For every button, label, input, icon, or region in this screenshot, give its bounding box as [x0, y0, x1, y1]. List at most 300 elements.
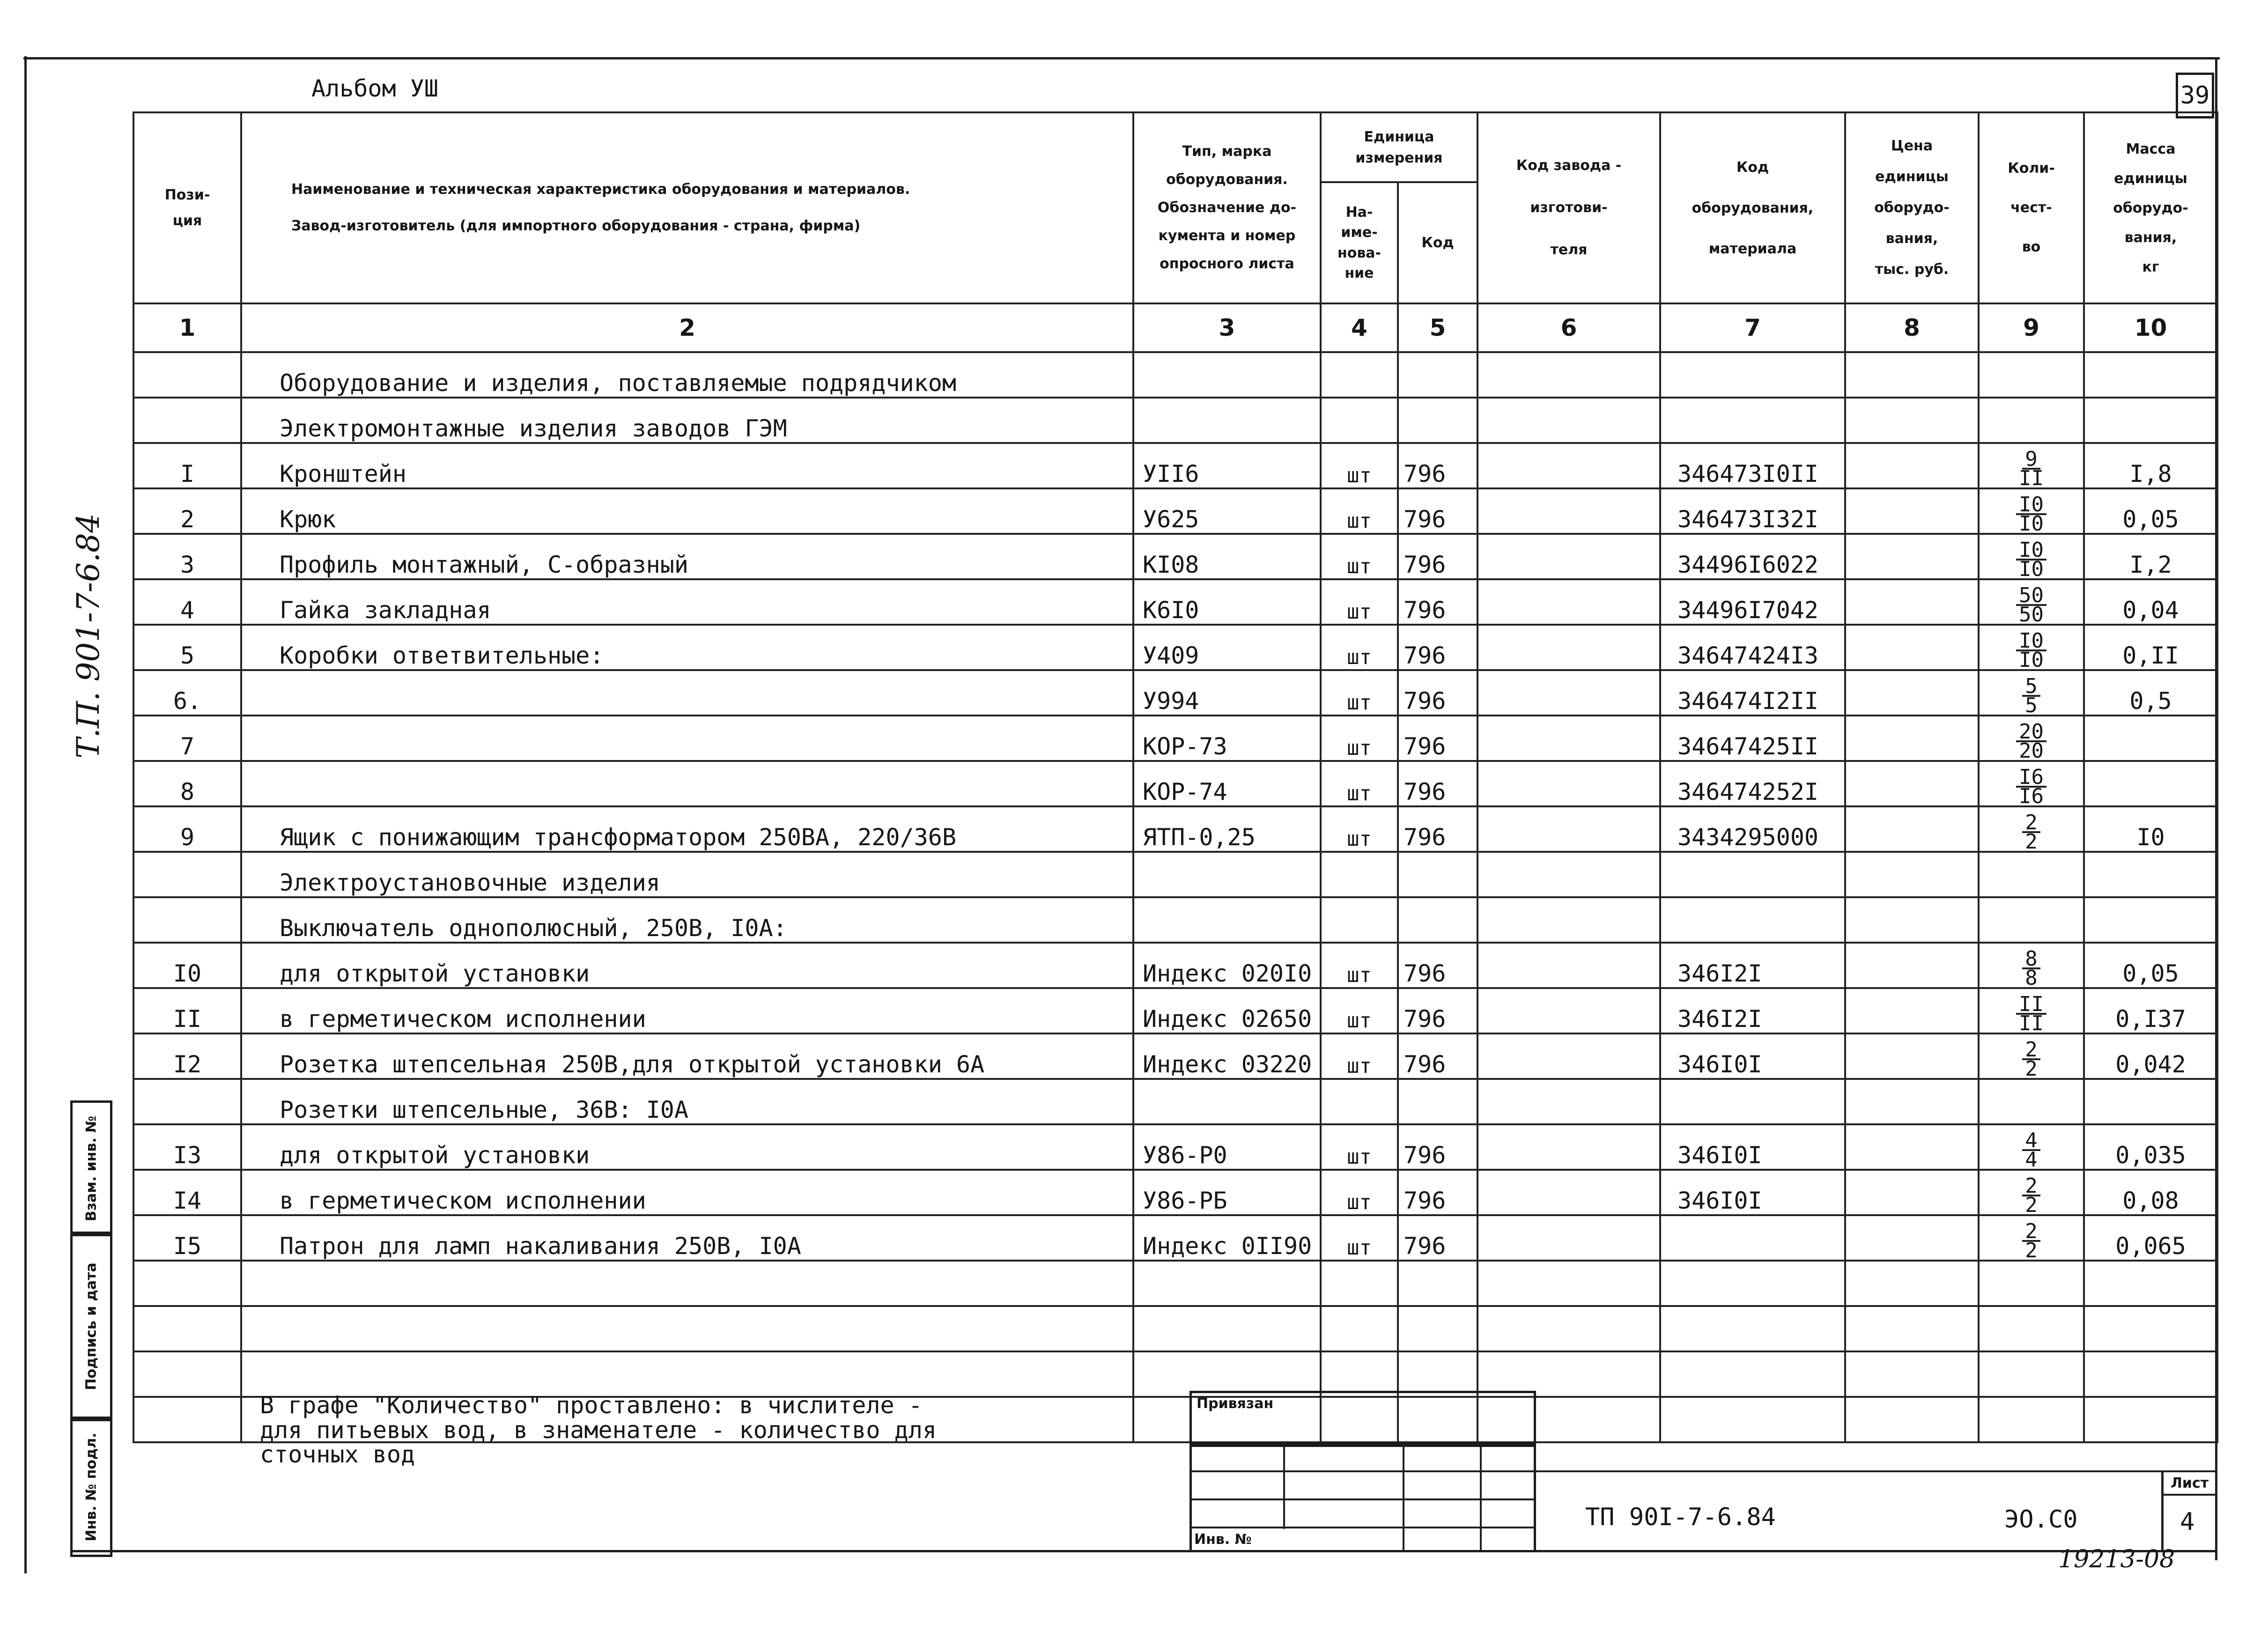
cell-mass — [2084, 852, 2217, 897]
cell-unit — [1321, 1351, 1398, 1397]
cell-plant-code — [1478, 443, 1660, 488]
cell-unit: шт — [1321, 579, 1398, 625]
cell-type — [1133, 852, 1321, 897]
cell-plant-code — [1478, 579, 1660, 625]
cell-price — [1845, 988, 1979, 1033]
quantity-numerator: I6 — [2016, 768, 2046, 788]
frame-top-line — [23, 57, 2220, 59]
cell-unit-code: 796 — [1398, 716, 1478, 761]
cell-price — [1845, 579, 1979, 625]
cell-position — [133, 852, 241, 897]
quantity-numerator: 2 — [2022, 1223, 2040, 1242]
cell-material-code: 346I0I — [1660, 1170, 1845, 1215]
cell-unit-code — [1398, 1351, 1478, 1397]
cell-position: 3 — [133, 534, 241, 579]
cell-position: I2 — [133, 1033, 241, 1079]
quantity-numerator: 20 — [2016, 723, 2046, 742]
cell-mass — [2084, 1397, 2217, 1442]
header-quantity: Коли- чест- во — [2008, 160, 2055, 255]
table-row — [133, 1261, 2217, 1306]
column-numbers-row — [133, 303, 2217, 352]
quantity-denominator: I0 — [2019, 648, 2044, 670]
cell-name — [241, 1351, 1133, 1397]
stamp-sheet-divider-h — [2161, 1494, 2217, 1496]
table-row — [133, 670, 2217, 716]
cell-unit — [1321, 398, 1398, 443]
frame-bottom-line — [70, 1550, 2217, 1552]
cell-mass: 0,042 — [2084, 1033, 2217, 1079]
stamp-grid-v2 — [1403, 1442, 1404, 1550]
cell-name: Патрон для ламп накаливания 250В, I0А — [241, 1215, 1133, 1261]
cell-unit: шт — [1321, 670, 1398, 716]
cell-material-code: 346473I32I — [1660, 488, 1845, 534]
quantity-fraction — [2022, 810, 2040, 852]
page-number: 39 — [2176, 73, 2214, 118]
cell-name: в герметическом исполнении — [241, 988, 1133, 1033]
cell-plant-code — [1478, 988, 1660, 1033]
cell-type: Индекс 0II90 — [1133, 1215, 1321, 1261]
cell-unit-code — [1398, 352, 1478, 398]
header-position: Пози- ция — [164, 186, 210, 229]
quantity-fraction — [2022, 1173, 2040, 1215]
header-price: Цена единицы оборудо- вания, тыс. руб. — [1874, 138, 1950, 278]
cell-type — [1133, 1079, 1321, 1124]
cell-price — [1845, 398, 1979, 443]
cell-type — [1133, 352, 1321, 398]
cell-name: Розетки штепсельные, 36В: I0А — [241, 1079, 1133, 1124]
cell-price — [1845, 1124, 1979, 1170]
cell-unit-code: 796 — [1398, 579, 1478, 625]
cell-unit-code — [1398, 852, 1478, 897]
cell-material-code: 3434295000 — [1660, 806, 1845, 852]
cell-price — [1845, 716, 1979, 761]
cell-type — [1133, 1261, 1321, 1306]
cell-quantity — [1979, 852, 2084, 897]
quantity-fraction — [2016, 765, 2046, 806]
cell-quantity — [1979, 443, 2084, 488]
stamp-sheet-code: ЭО.С0 — [2004, 1506, 2078, 1534]
cell-plant-code — [1478, 943, 1660, 988]
cell-unit: шт — [1321, 488, 1398, 534]
cell-unit-code — [1398, 1079, 1478, 1124]
quantity-denominator: I0 — [2019, 512, 2044, 534]
cell-mass: 0,I37 — [2084, 988, 2217, 1033]
cell-unit-code: 796 — [1398, 761, 1478, 806]
cell-mass: 0,II — [2084, 625, 2217, 670]
side-label-podpis-wrap — [70, 1232, 112, 1421]
cell-type: У86-РБ — [1133, 1170, 1321, 1215]
table-row — [133, 761, 2217, 806]
cell-price — [1845, 534, 1979, 579]
cell-quantity — [1979, 1306, 2084, 1351]
cell-type: КОР-73 — [1133, 716, 1321, 761]
quantity-denominator: I6 — [2019, 784, 2044, 806]
cell-name: Электроустановочные изделия — [241, 852, 1133, 897]
cell-material-code — [1660, 1261, 1845, 1306]
cell-plant-code — [1478, 1170, 1660, 1215]
cell-type — [1133, 1306, 1321, 1351]
quantity-denominator: 2 — [2025, 830, 2038, 852]
cell-type: Индекс 03220 — [1133, 1033, 1321, 1079]
cell-plant-code — [1478, 625, 1660, 670]
stamp-grid-h3 — [1189, 1527, 1534, 1528]
cell-name: Выключатель однополюсный, 250В, I0А: — [241, 897, 1133, 943]
cell-unit: шт — [1321, 761, 1398, 806]
stamp-linked-label: Привязан — [1197, 1395, 1274, 1412]
stamp-sheet-label: Лист — [2171, 1475, 2209, 1491]
cell-unit-code: 796 — [1398, 1033, 1478, 1079]
cell-quantity — [1979, 1124, 2084, 1170]
header-unit: Единица измерения — [1355, 128, 1443, 166]
cell-quantity — [1979, 1215, 2084, 1261]
quantity-numerator: 8 — [2022, 950, 2040, 969]
quantity-denominator: 2 — [2025, 1057, 2038, 1079]
cell-price — [1845, 1306, 1979, 1351]
cell-type — [1133, 1351, 1321, 1397]
colnum-1: 1 — [133, 303, 241, 352]
table-row — [133, 897, 2217, 943]
cell-name: Кронштейн — [241, 443, 1133, 488]
cell-unit: шт — [1321, 806, 1398, 852]
cell-position — [133, 398, 241, 443]
cell-plant-code — [1478, 852, 1660, 897]
cell-name: в герметическом исполнении — [241, 1170, 1133, 1215]
cell-material-code: 346474252I — [1660, 761, 1845, 806]
table-row — [133, 1170, 2217, 1215]
header-name-line2: Завод-изготовитель (для импортного оборудования - страна, фирма) — [291, 218, 861, 234]
cell-quantity — [1979, 761, 2084, 806]
colnum-8: 8 — [1845, 303, 1979, 352]
cell-name: Гайка закладная — [241, 579, 1133, 625]
quantity-numerator: 4 — [2022, 1132, 2040, 1151]
cell-name — [241, 1261, 1133, 1306]
cell-material-code — [1660, 897, 1845, 943]
stamp-grid-v1 — [1283, 1442, 1285, 1529]
table-row — [133, 1306, 2217, 1351]
cell-unit-code — [1398, 1261, 1478, 1306]
cell-position: I4 — [133, 1170, 241, 1215]
cell-unit: шт — [1321, 1215, 1398, 1261]
cell-unit-code: 796 — [1398, 1170, 1478, 1215]
quantity-denominator: I0 — [2019, 557, 2044, 579]
cell-material-code — [1660, 1397, 1845, 1442]
cell-price — [1845, 1215, 1979, 1261]
table-row — [133, 1215, 2217, 1261]
cell-position — [133, 352, 241, 398]
cell-unit: шт — [1321, 625, 1398, 670]
cell-position — [133, 1261, 241, 1306]
table-row — [133, 943, 2217, 988]
cell-position: 2 — [133, 488, 241, 534]
cell-unit-code: 796 — [1398, 670, 1478, 716]
cell-material-code — [1660, 1306, 1845, 1351]
cell-mass: 0,065 — [2084, 1215, 2217, 1261]
cell-mass — [2084, 398, 2217, 443]
cell-price — [1845, 897, 1979, 943]
table-body — [133, 352, 2217, 1442]
cell-unit-code: 796 — [1398, 488, 1478, 534]
archive-number: 19213-08 — [2058, 1545, 2175, 1573]
cell-mass — [2084, 761, 2217, 806]
cell-price — [1845, 488, 1979, 534]
cell-material-code: 346I2I — [1660, 988, 1845, 1033]
cell-quantity — [1979, 488, 2084, 534]
cell-material-code: 346I2I — [1660, 943, 1845, 988]
cell-type: У409 — [1133, 625, 1321, 670]
cell-name: Коробки ответвительные: — [241, 625, 1133, 670]
cell-plant-code — [1478, 488, 1660, 534]
table-row — [133, 852, 2217, 897]
cell-type: КI08 — [1133, 534, 1321, 579]
quantity-numerator: I0 — [2016, 496, 2046, 515]
quantity-denominator: 8 — [2025, 966, 2038, 988]
cell-type: Индекс 02650 — [1133, 988, 1321, 1033]
quantity-numerator: 2 — [2022, 1177, 2040, 1196]
cell-material-code — [1660, 1351, 1845, 1397]
album-label: Альбом УШ — [311, 75, 438, 102]
cell-mass: I,2 — [2084, 534, 2217, 579]
cell-position — [133, 1397, 241, 1442]
cell-name — [241, 761, 1133, 806]
colnum-9: 9 — [1979, 303, 2084, 352]
stamp-grid-v3 — [1480, 1442, 1482, 1550]
cell-type: КОР-74 — [1133, 761, 1321, 806]
table-row — [133, 988, 2217, 1033]
side-label-inv-wrap — [70, 1417, 112, 1557]
cell-price — [1845, 761, 1979, 806]
cell-material-code: 34647424I3 — [1660, 625, 1845, 670]
quantity-denominator: 2 — [2025, 1239, 2038, 1261]
quantity-numerator: 9 — [2022, 450, 2040, 470]
cell-unit: шт — [1321, 943, 1398, 988]
table-row — [133, 488, 2217, 534]
quantity-fraction — [2016, 992, 2046, 1033]
cell-price — [1845, 852, 1979, 897]
cell-unit-code: 796 — [1398, 1124, 1478, 1170]
quantity-fraction — [2016, 492, 2046, 534]
cell-position: II — [133, 988, 241, 1033]
cell-material-code: 34496I6022 — [1660, 534, 1845, 579]
cell-type: ЯТП-0,25 — [1133, 806, 1321, 852]
cell-name: Крюк — [241, 488, 1133, 534]
cell-position: 9 — [133, 806, 241, 852]
quantity-denominator: 4 — [2025, 1148, 2038, 1170]
cell-plant-code — [1478, 1351, 1660, 1397]
cell-price — [1845, 625, 1979, 670]
table-row — [133, 625, 2217, 670]
cell-unit: шт — [1321, 1033, 1398, 1079]
cell-quantity — [1979, 1397, 2084, 1442]
table-row — [133, 716, 2217, 761]
quantity-numerator: 2 — [2022, 814, 2040, 833]
cell-type: У994 — [1133, 670, 1321, 716]
header-material-code: Код оборудования, материала — [1692, 159, 1814, 257]
cell-quantity — [1979, 1351, 2084, 1397]
cell-mass: 0,05 — [2084, 488, 2217, 534]
side-label-inv: Инв. № подл. — [83, 1432, 100, 1542]
cell-position — [133, 1079, 241, 1124]
table-row — [133, 1124, 2217, 1170]
quantity-numerator: 5 — [2022, 678, 2040, 697]
cell-plant-code — [1478, 398, 1660, 443]
cell-quantity — [1979, 716, 2084, 761]
cell-mass — [2084, 1306, 2217, 1351]
quantity-numerator: I0 — [2016, 541, 2046, 561]
cell-position: 8 — [133, 761, 241, 806]
cell-unit-code — [1398, 398, 1478, 443]
header-type: Тип, марка оборудования. Обозначение до- кумента и номер опросного листа — [1157, 143, 1297, 272]
cell-quantity — [1979, 1033, 2084, 1079]
cell-position — [133, 897, 241, 943]
cell-quantity — [1979, 579, 2084, 625]
quantity-fraction — [2022, 1037, 2040, 1079]
cell-unit: шт — [1321, 988, 1398, 1033]
cell-quantity — [1979, 897, 2084, 943]
cell-unit — [1321, 1306, 1398, 1351]
cell-plant-code — [1478, 534, 1660, 579]
cell-position: I — [133, 443, 241, 488]
stamp-doc-code: ТП 90I-7-6.84 — [1585, 1503, 1776, 1531]
cell-unit-code — [1398, 897, 1478, 943]
cell-unit-code: 796 — [1398, 806, 1478, 852]
frame-left-line — [24, 56, 27, 1573]
cell-type: К6I0 — [1133, 579, 1321, 625]
cell-unit — [1321, 1261, 1398, 1306]
cell-mass: I0 — [2084, 806, 2217, 852]
cell-mass: 0,05 — [2084, 943, 2217, 988]
cell-mass — [2084, 1351, 2217, 1397]
quantity-fraction — [2022, 674, 2040, 716]
colnum-5: 5 — [1398, 303, 1478, 352]
cell-plant-code — [1478, 1261, 1660, 1306]
cell-name: Профиль монтажный, С-образный — [241, 534, 1133, 579]
side-label-vzam: Взам. инв. № — [83, 1115, 100, 1221]
table-row — [133, 443, 2217, 488]
cell-position: 6. — [133, 670, 241, 716]
cell-unit-code: 796 — [1398, 443, 1478, 488]
cell-material-code: 34496I7042 — [1660, 579, 1845, 625]
cell-material-code — [1660, 852, 1845, 897]
cell-price — [1845, 806, 1979, 852]
quantity-fraction — [2022, 1128, 2040, 1170]
cell-type: Индекс 020I0 — [1133, 943, 1321, 988]
quantity-fraction — [2016, 628, 2046, 670]
cell-plant-code — [1478, 1079, 1660, 1124]
header-unit-code: Код — [1421, 234, 1454, 251]
quantity-denominator: 50 — [2019, 603, 2044, 625]
header-plant-code: Код завода - изготови- теля — [1516, 157, 1622, 258]
stamp-sheet-divider-v — [2161, 1470, 2164, 1550]
quantity-fraction — [2022, 1219, 2040, 1261]
cell-mass: 0,08 — [2084, 1170, 2217, 1215]
cell-position: 5 — [133, 625, 241, 670]
cell-type — [1133, 897, 1321, 943]
cell-quantity — [1979, 398, 2084, 443]
side-label-podpis: Подпись и дата — [83, 1262, 100, 1390]
quantity-numerator: 2 — [2022, 1041, 2040, 1060]
cell-unit: шт — [1321, 1124, 1398, 1170]
cell-type — [1133, 398, 1321, 443]
table-row — [133, 1351, 2217, 1397]
cell-plant-code — [1478, 352, 1660, 398]
table-row — [133, 352, 2217, 398]
cell-plant-code — [1478, 806, 1660, 852]
cell-price — [1845, 1397, 1979, 1442]
cell-name: Ящик с понижающим трансформатором 250ВА, 220/36В — [241, 806, 1133, 852]
cell-material-code — [1660, 1215, 1845, 1261]
cell-quantity — [1979, 988, 2084, 1033]
cell-unit-code: 796 — [1398, 1215, 1478, 1261]
cell-quantity — [1979, 1170, 2084, 1215]
quantity-numerator: 50 — [2016, 587, 2046, 606]
cell-quantity — [1979, 534, 2084, 579]
cell-unit-code: 796 — [1398, 534, 1478, 579]
cell-material-code — [1660, 1079, 1845, 1124]
cell-position: 7 — [133, 716, 241, 761]
cell-unit-code: 796 — [1398, 943, 1478, 988]
cell-price — [1845, 352, 1979, 398]
cell-quantity — [1979, 352, 2084, 398]
cell-position: I0 — [133, 943, 241, 988]
cell-position — [133, 1306, 241, 1351]
quantity-denominator: II — [2019, 466, 2044, 488]
colnum-3: 3 — [1133, 303, 1321, 352]
cell-quantity — [1979, 670, 2084, 716]
cell-name — [241, 1306, 1133, 1351]
cell-mass — [2084, 897, 2217, 943]
quantity-note: В графе "Количество" проставлено: в числителе - для питьевых вод, в знаменателе - количество для сточных вод — [260, 1392, 937, 1468]
cell-name — [241, 670, 1133, 716]
cell-mass — [2084, 1079, 2217, 1124]
quantity-fraction — [2016, 719, 2046, 761]
header-unit-name: На- име- нова- ние — [1337, 204, 1381, 281]
cell-price — [1845, 1170, 1979, 1215]
stamp-grid-h1 — [1189, 1470, 1534, 1472]
quantity-fraction — [2016, 583, 2046, 625]
cell-plant-code — [1478, 1306, 1660, 1351]
cell-price — [1845, 670, 1979, 716]
cell-material-code: 346I0I — [1660, 1124, 1845, 1170]
cell-unit — [1321, 352, 1398, 398]
cell-price — [1845, 1033, 1979, 1079]
cell-material-code: 34647425II — [1660, 716, 1845, 761]
cell-price — [1845, 1351, 1979, 1397]
cell-quantity — [1979, 625, 2084, 670]
cell-plant-code — [1478, 716, 1660, 761]
cell-type: У86-Р0 — [1133, 1124, 1321, 1170]
colnum-10: 10 — [2084, 303, 2217, 352]
cell-unit-code: 796 — [1398, 625, 1478, 670]
specification-table — [133, 111, 2218, 1443]
cell-plant-code — [1478, 1033, 1660, 1079]
cell-quantity — [1979, 943, 2084, 988]
colnum-2: 2 — [241, 303, 1133, 352]
side-document-code: Т.П. 901-7-6.84 — [70, 513, 106, 759]
cell-unit — [1321, 852, 1398, 897]
quantity-denominator: 20 — [2019, 739, 2044, 761]
quantity-fraction — [2022, 946, 2040, 988]
cell-name: для открытой установки — [241, 1124, 1133, 1170]
cell-quantity — [1979, 1079, 2084, 1124]
table-row — [133, 398, 2217, 443]
cell-type: У625 — [1133, 488, 1321, 534]
header-row — [133, 112, 2217, 182]
cell-mass — [2084, 352, 2217, 398]
quantity-denominator: 5 — [2025, 694, 2038, 716]
cell-name: Электромонтажные изделия заводов ГЭМ — [241, 398, 1133, 443]
colnum-6: 6 — [1478, 303, 1660, 352]
cell-position — [133, 1351, 241, 1397]
